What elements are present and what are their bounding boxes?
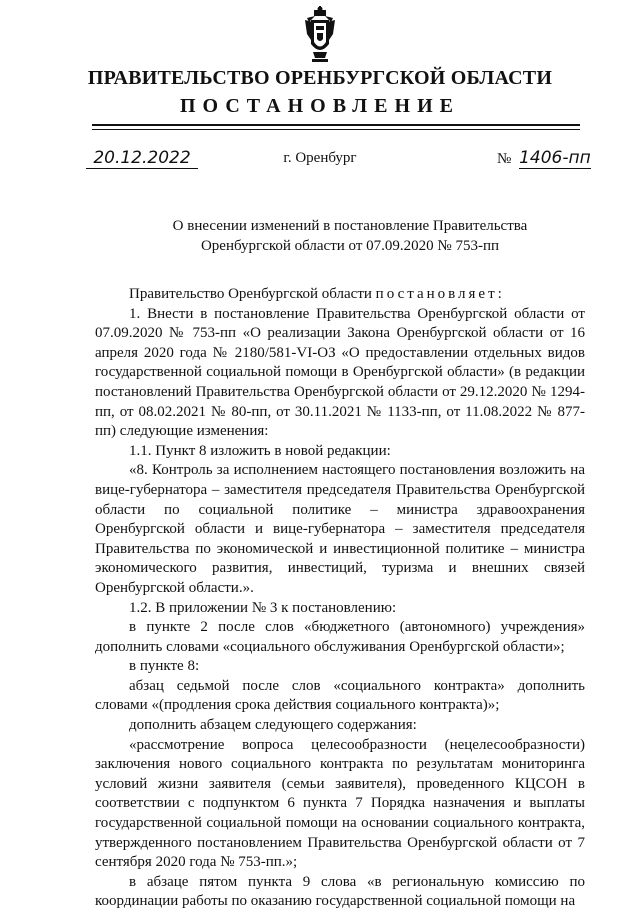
intro-decree-word: постановляет: [375,286,505,302]
government-title: ПРАВИТЕЛЬСТВО ОРЕНБУРГСКОЙ ОБЛАСТИ [87,67,553,89]
document-date: 20.12.2022 [86,148,198,169]
document-city: г. Оренбург [283,150,357,166]
document-number-block [497,148,591,169]
subject-line-2: Оренбургской области от 07.09.2020 № 753-пп [200,238,500,254]
paragraph-point-8: в пункте 8: [129,658,200,675]
header-divider-thin [92,129,580,130]
paragraph-consideration: «рассмотрение вопроса целесообразности (нецелесообразности) заключения нового социального контракта по результатам мониторинга условий жизни заявителя (семьи заявителя), проведенного КЦСОН в соответствии с подпунктом 6 пункта 7 Порядка назначения и выплаты государственной социальной помощи на основании социального контракта, утвержденного постановлением Правительства Оренбургской области от 7 сентября 2020 года № 753-пп.»; [95,736,585,871]
intro-text: Правительство Оренбургской области [129,286,372,302]
document-subject [0,216,640,256]
paragraph-8-text: «8. Контроль за исполнением настоящего постановления возложить на вице-губернатора – заместителя председателя Правительства Оренбургской области по социальной политике – министра здравоохранения Оренбургской области и вице-губернатора – заместителя председателя Правительства по экономической и инвестиционной политике – министра экономического развития, инвестиций, туризма и внешних связей Оренбургской области.». [95,462,585,596]
document-type-title: ПОСТАНОВЛЕНИЕ [180,95,460,117]
paragraph-point-9: в абзаце пятом пункта 9 слова «в региональную комиссию по координации работы по оказанию государственной социальной помощи на [95,873,585,910]
header-divider-thick [92,124,580,126]
paragraph-1-2: 1.2. В приложении № 3 к постановлению: [129,599,397,616]
intro-paragraph [95,285,585,305]
coat-of-arms-icon [303,6,337,64]
paragraph-add: дополнить абзацем следующего содержания: [129,717,417,734]
paragraph-point-2: в пункте 2 после слов «бюджетного (автономного) учреждения» дополнить словами «социального обслуживания Оренбургской области»; [95,619,585,655]
paragraph-1: 1. Внести в постановление Правительства Оренбургской области от 07.09.2020 № 753-пп «О реализации Закона Оренбургской области от 16 апреля 2020 года № 2180/581-VI-ОЗ «О предоставлении отдельных видов государственной социальной помощи в Оренбургской области» (в редакции постановлений Правительства Оренбургской области от 29.12.2020 № 1294-пп, от 08.02.2021 № 80-пп, от 30.11.2021 № 1133-пп, от 11.08.2022 № 877-пп) следующие изменения: [95,305,585,440]
paragraph-seventh: абзац седьмой после слов «социального контракта» дополнить словами «(продления срока действия социального контракта)»; [95,677,585,714]
paragraph-1-1: 1.1. Пункт 8 изложить в новой редакции: [129,442,391,459]
subject-line-1: О внесении изменений в постановление Правительства [172,218,528,234]
number-label: № [497,151,512,167]
document-body [95,285,585,912]
document-number: 1406-пп [519,148,591,168]
